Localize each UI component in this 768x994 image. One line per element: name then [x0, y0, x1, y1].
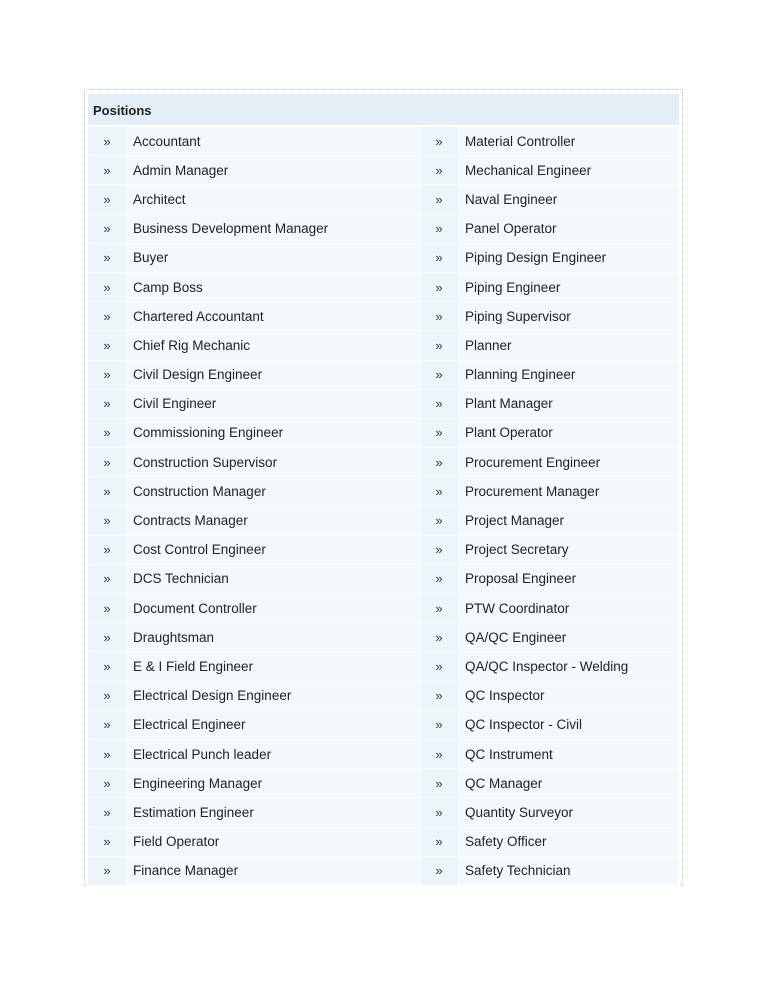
- table-row: [88, 244, 679, 273]
- position-link[interactable]: Construction Manager: [127, 477, 420, 505]
- table-row: [88, 302, 679, 331]
- position-link[interactable]: Material Controller: [459, 127, 679, 155]
- position-link[interactable]: QC Inspector: [459, 682, 679, 710]
- position-link[interactable]: Estimation Engineer: [127, 798, 420, 826]
- bullet-icon: »: [88, 652, 127, 680]
- bullet-icon: »: [88, 769, 127, 797]
- position-link[interactable]: Planning Engineer: [459, 361, 679, 389]
- position-link[interactable]: Electrical Engineer: [127, 711, 420, 739]
- bullet-icon: »: [88, 682, 127, 710]
- bullet-icon: »: [420, 448, 459, 476]
- position-link[interactable]: Electrical Design Engineer: [127, 682, 420, 710]
- position-link[interactable]: Piping Engineer: [459, 273, 679, 301]
- position-link[interactable]: Electrical Punch leader: [127, 740, 420, 768]
- position-link[interactable]: Plant Manager: [459, 390, 679, 418]
- table-row: [88, 769, 679, 798]
- table-row: [88, 215, 679, 244]
- bullet-icon: »: [420, 623, 459, 651]
- table-row: [88, 536, 679, 565]
- bullet-icon: »: [420, 711, 459, 739]
- table-row: [88, 798, 679, 827]
- position-link[interactable]: Civil Engineer: [127, 390, 420, 418]
- panel-title: Positions: [93, 103, 152, 118]
- table-row: [88, 127, 679, 156]
- bullet-icon: »: [88, 623, 127, 651]
- bullet-icon: »: [420, 361, 459, 389]
- positions-grid: [88, 127, 679, 886]
- table-row: [88, 419, 679, 448]
- table-row: [88, 623, 679, 652]
- bullet-icon: »: [88, 185, 127, 213]
- position-link[interactable]: Procurement Engineer: [459, 448, 679, 476]
- bullet-icon: »: [88, 594, 127, 622]
- position-link[interactable]: Camp Boss: [127, 273, 420, 301]
- bullet-icon: »: [88, 419, 127, 447]
- bullet-icon: »: [88, 156, 127, 184]
- bullet-icon: »: [88, 390, 127, 418]
- table-row: [88, 331, 679, 360]
- position-link[interactable]: Plant Operator: [459, 419, 679, 447]
- position-link[interactable]: Planner: [459, 331, 679, 359]
- bullet-icon: »: [88, 798, 127, 826]
- bullet-icon: »: [420, 244, 459, 272]
- position-link[interactable]: Naval Engineer: [459, 185, 679, 213]
- table-row: [88, 448, 679, 477]
- bullet-icon: »: [88, 828, 127, 856]
- table-row: [88, 506, 679, 535]
- position-link[interactable]: Piping Design Engineer: [459, 244, 679, 272]
- bullet-icon: »: [420, 798, 459, 826]
- bullet-icon: »: [420, 419, 459, 447]
- bullet-icon: »: [88, 506, 127, 534]
- position-link[interactable]: Commissioning Engineer: [127, 419, 420, 447]
- position-link[interactable]: Field Operator: [127, 828, 420, 856]
- position-link[interactable]: QA/QC Inspector - Welding: [459, 652, 679, 680]
- positions-panel: [84, 89, 683, 886]
- bullet-icon: »: [420, 536, 459, 564]
- bullet-icon: »: [88, 448, 127, 476]
- bullet-icon: »: [420, 390, 459, 418]
- position-link[interactable]: Procurement Manager: [459, 477, 679, 505]
- position-link[interactable]: Chief Rig Mechanic: [127, 331, 420, 359]
- bullet-icon: »: [88, 127, 127, 155]
- table-row: [88, 682, 679, 711]
- bullet-icon: »: [420, 273, 459, 301]
- position-link[interactable]: QA/QC Engineer: [459, 623, 679, 651]
- bullet-icon: »: [88, 361, 127, 389]
- bullet-icon: »: [420, 857, 459, 885]
- bullet-icon: »: [420, 682, 459, 710]
- bullet-icon: »: [420, 127, 459, 155]
- table-row: [88, 390, 679, 419]
- bullet-icon: »: [88, 244, 127, 272]
- bullet-icon: »: [420, 828, 459, 856]
- position-link[interactable]: QC Inspector - Civil: [459, 711, 679, 739]
- position-link[interactable]: Chartered Accountant: [127, 302, 420, 330]
- table-row: [88, 857, 679, 886]
- position-link[interactable]: PTW Coordinator: [459, 594, 679, 622]
- position-link[interactable]: Project Secretary: [459, 536, 679, 564]
- bullet-icon: »: [420, 215, 459, 243]
- table-row: [88, 477, 679, 506]
- bullet-icon: »: [88, 565, 127, 593]
- position-link[interactable]: Contracts Manager: [127, 506, 420, 534]
- position-link[interactable]: Engineering Manager: [127, 769, 420, 797]
- bullet-icon: »: [420, 652, 459, 680]
- bullet-icon: »: [88, 711, 127, 739]
- position-link[interactable]: Project Manager: [459, 506, 679, 534]
- position-link[interactable]: Admin Manager: [127, 156, 420, 184]
- position-link[interactable]: Buyer: [127, 244, 420, 272]
- bullet-icon: »: [88, 302, 127, 330]
- position-link[interactable]: Architect: [127, 185, 420, 213]
- bullet-icon: »: [420, 302, 459, 330]
- position-link[interactable]: Civil Design Engineer: [127, 361, 420, 389]
- bullet-icon: »: [88, 536, 127, 564]
- position-link[interactable]: Document Controller: [127, 594, 420, 622]
- table-row: [88, 594, 679, 623]
- position-link[interactable]: E & I Field Engineer: [127, 652, 420, 680]
- table-row: [88, 185, 679, 214]
- bullet-icon: »: [420, 594, 459, 622]
- bullet-icon: »: [420, 506, 459, 534]
- table-row: [88, 565, 679, 594]
- position-link[interactable]: QC Instrument: [459, 740, 679, 768]
- bullet-icon: »: [420, 565, 459, 593]
- position-link[interactable]: DCS Technician: [127, 565, 420, 593]
- position-link[interactable]: Proposal Engineer: [459, 565, 679, 593]
- table-row: [88, 652, 679, 681]
- position-link[interactable]: Panel Operator: [459, 215, 679, 243]
- position-link[interactable]: Mechanical Engineer: [459, 156, 679, 184]
- position-link[interactable]: Piping Supervisor: [459, 302, 679, 330]
- table-row: [88, 156, 679, 185]
- bullet-icon: »: [420, 477, 459, 505]
- table-row: [88, 828, 679, 857]
- bullet-icon: »: [88, 857, 127, 885]
- position-link[interactable]: Draughtsman: [127, 623, 420, 651]
- position-link[interactable]: QC Manager: [459, 769, 679, 797]
- table-row: [88, 711, 679, 740]
- bullet-icon: »: [420, 331, 459, 359]
- bullet-icon: »: [88, 477, 127, 505]
- table-row: [88, 740, 679, 769]
- position-link[interactable]: Safety Technician: [459, 857, 679, 885]
- bullet-icon: »: [88, 273, 127, 301]
- bullet-icon: »: [420, 740, 459, 768]
- bullet-icon: »: [88, 331, 127, 359]
- bullet-icon: »: [420, 769, 459, 797]
- bullet-icon: »: [420, 156, 459, 184]
- bullet-icon: »: [420, 185, 459, 213]
- position-link[interactable]: Construction Supervisor: [127, 448, 420, 476]
- position-link[interactable]: Accountant: [127, 127, 420, 155]
- position-link[interactable]: Quantity Surveyor: [459, 798, 679, 826]
- bullet-icon: »: [88, 215, 127, 243]
- position-link[interactable]: Business Development Manager: [127, 215, 420, 243]
- table-row: [88, 273, 679, 302]
- position-link[interactable]: Cost Control Engineer: [127, 536, 420, 564]
- table-row: [88, 361, 679, 390]
- bullet-icon: »: [88, 740, 127, 768]
- position-link[interactable]: Safety Officer: [459, 828, 679, 856]
- panel-header: [88, 94, 679, 125]
- position-link[interactable]: Finance Manager: [127, 857, 420, 885]
